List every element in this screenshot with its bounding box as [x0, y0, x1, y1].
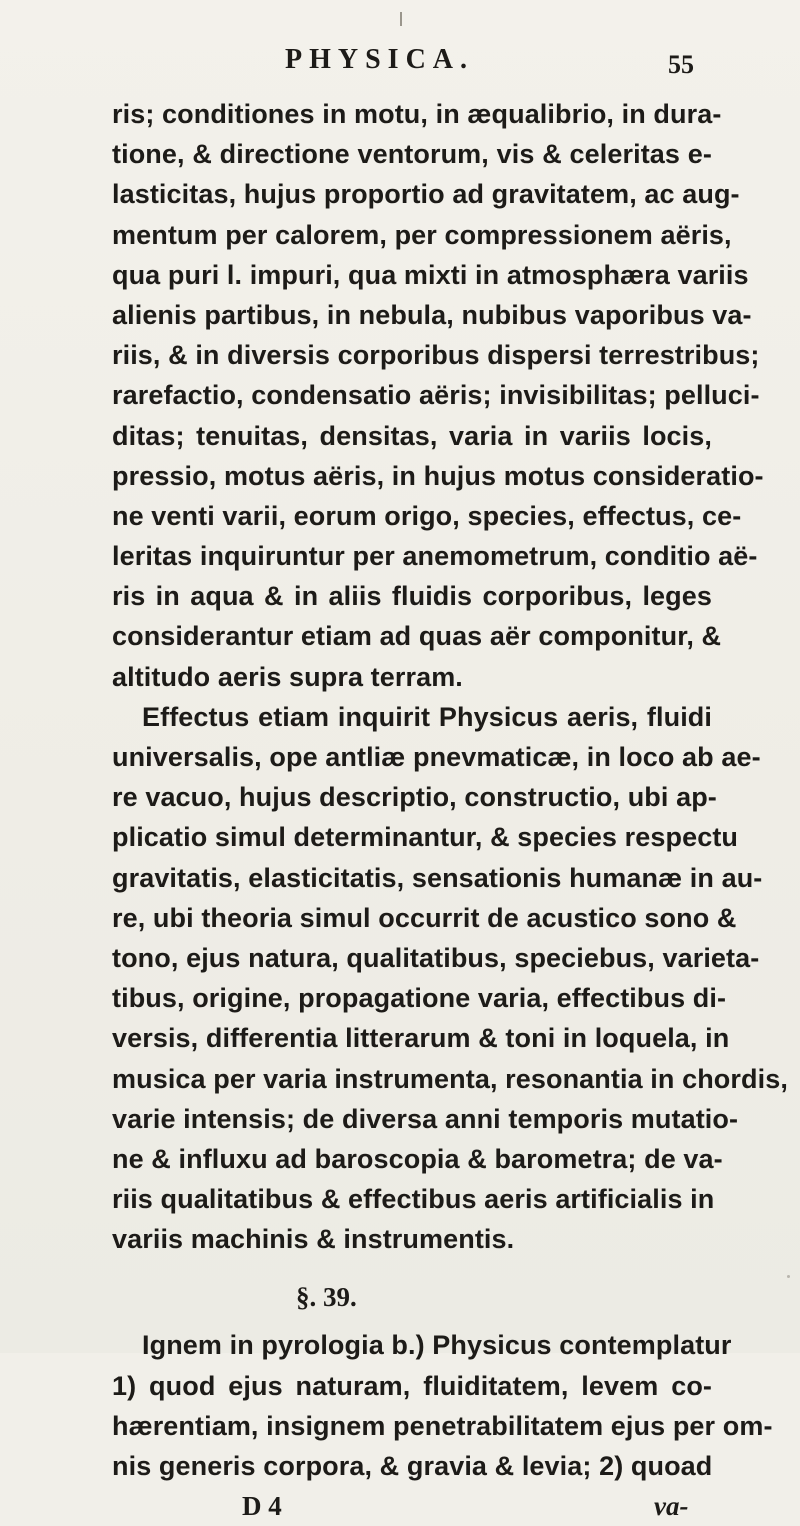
page-number: 55: [668, 50, 694, 79]
text-line: Ignem in pyrologia b.) Physicus contemplatur: [142, 1330, 732, 1361]
text-line: mentum per calorem, per compressionem aëris,: [112, 219, 732, 250]
text-line: ris; conditiones in motu, in æqualibrio, in dura-: [112, 99, 722, 129]
text-line: pressio, motus aëris, in hujus motus consideratio-: [112, 460, 764, 491]
section-heading: §. 39.: [296, 1282, 357, 1313]
text-line: altitudo aeris supra terram.: [112, 661, 463, 692]
body-text: [112, 94, 788, 1526]
text-line: considerantur etiam ad quas aër componitur, &: [112, 621, 722, 652]
text-line: ris in aqua & in aliis fluidis corporibus, leges: [112, 581, 712, 612]
signature-mark: D 4: [242, 1491, 282, 1522]
text-line: re vacuo, hujus descriptio, constructio, ubi ap-: [112, 782, 717, 813]
text-line: qua puri l. impuri, qua mixti in atmosphæra variis: [112, 259, 749, 290]
text-line: ne & influxu ad baroscopia & barometra; de va-: [112, 1143, 723, 1174]
text-line: ditas; tenuitas, densitas, varia in variis locis,: [112, 420, 712, 451]
text-line: varie intensis; de diversa anni temporis mutatio-: [112, 1103, 739, 1134]
text-line: universalis, ope antliæ pnevmaticæ, in loco ab ae-: [112, 742, 761, 772]
text-line: variis machinis & instrumentis.: [112, 1224, 515, 1255]
running-title: PHYSICA.: [285, 44, 475, 75]
text-line: tono, ejus natura, qualitatibus, speciebus, varieta-: [112, 942, 760, 973]
text-line: nis generis corpora, & gravia & levia; 2) quoad: [112, 1451, 713, 1481]
text-line: Effectus etiam inquirit Physicus aeris, fluidi: [142, 701, 712, 732]
page-footer: [112, 1486, 712, 1526]
margin-tick-mark: [400, 12, 402, 26]
text-line: riis, & in diversis corporibus dispersi terrestribus;: [112, 340, 760, 371]
text-line: 1) quod ejus naturam, fluiditatem, levem co-: [112, 1370, 712, 1401]
text-line: alienis partibus, in nebula, nubibus vaporibus va-: [112, 299, 752, 330]
paragraph-fire: [112, 1325, 773, 1486]
text-line: musica per varia instrumenta, resonantia in chordis,: [112, 1063, 788, 1094]
text-line: tibus, origine, propagatione varia, effectibus di-: [112, 983, 727, 1014]
text-line: plicatio simul determinantur, & species respectu: [112, 822, 738, 853]
text-line: leritas inquiruntur per anemometrum, conditio aë-: [112, 541, 758, 572]
text-line: rarefactio, condensatio aëris; invisibilitas; pelluci-: [112, 380, 760, 411]
text-line: ne venti varii, eorum origo, species, effectus, ce-: [112, 500, 742, 531]
text-line: riis qualitatibus & effectibus aeris artificialis in: [112, 1184, 715, 1215]
paper-speck: [787, 1275, 790, 1278]
text-line: hærentiam, insignem penetrabilitatem ejus per om-: [112, 1410, 773, 1441]
text-line: lasticitas, hujus proportio ad gravitatem, ac aug-: [112, 179, 740, 210]
paragraph-air-effects: [112, 697, 788, 1260]
text-line: re, ubi theoria simul occurrit de acustico sono &: [112, 902, 737, 933]
paragraph-air-properties: [112, 94, 764, 697]
text-line: gravitatis, elasticitatis, sensationis humanæ in au-: [112, 862, 763, 893]
catchword: va-: [654, 1491, 689, 1522]
text-line: versis, differentia litterarum & toni in loquela, in: [112, 1023, 730, 1054]
text-line: tione, & directione ventorum, vis & celeritas e-: [112, 139, 712, 170]
page-header: [0, 38, 800, 88]
